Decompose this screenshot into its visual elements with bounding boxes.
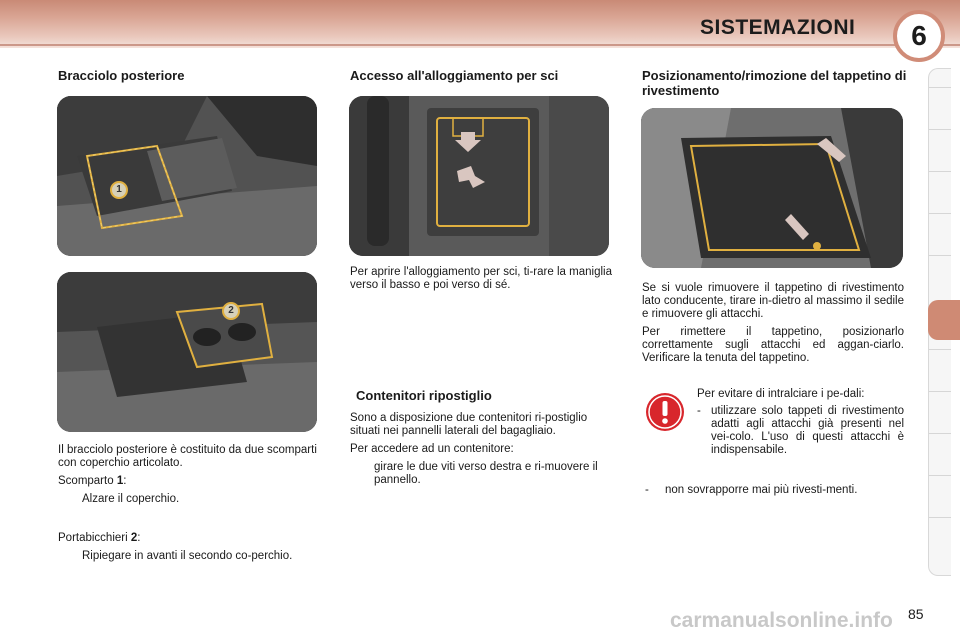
compartment-step: [58, 493, 320, 506]
armrest-heading: Bracciolo posteriore: [58, 68, 185, 83]
storage-heading: Contenitori ripostiglio: [356, 388, 492, 403]
armrest-intro: Il bracciolo posteriore è costituito da due scomparti con coperchio articolato.: [58, 444, 317, 469]
sidebar-tab-divider: [929, 391, 951, 392]
hand-pointer-icon: [58, 550, 82, 563]
page-number: 85: [908, 606, 924, 622]
compartment-line: [58, 475, 320, 488]
hand-pointer-icon: [350, 461, 374, 487]
cupholder-text: [58, 532, 320, 563]
sidebar-tab-divider: [929, 255, 951, 256]
armrest-photo-1-illustration: [57, 96, 317, 256]
ski-access-photo-illustration: [349, 96, 609, 256]
sidebar-tab-divider: [929, 433, 951, 434]
sidebar-active-tab[interactable]: [928, 300, 960, 340]
warning-item-1-text: utilizzare solo tappeti di rivestimento adatti agli attacchi già presenti nel vei-colo. L'uso di questi attacchi è indispensabile.: [711, 405, 904, 456]
mat-text: [642, 282, 904, 370]
warning-item-2: [645, 484, 904, 497]
cupholder-step-text: Ripiegare in avanti il secondo co-perchio.: [82, 550, 293, 562]
armrest-text: [58, 444, 320, 506]
compartment-step-text: Alzare il coperchio.: [82, 493, 180, 505]
storage-intro: Sono a disposizione due contenitori ri-postiglio situati nei pannelli laterali del bagagliaio.: [350, 412, 588, 437]
mat-heading: Posizionamento/rimozione del tappetino di rivestimento: [642, 68, 907, 98]
warning-text: [697, 388, 904, 457]
sidebar-tab-divider: [929, 87, 951, 88]
sidebar-tab-divider: [929, 171, 951, 172]
floor-mat-photo-illustration: [641, 108, 903, 268]
header-divider: [0, 44, 960, 46]
cupholder-label: Portabicchieri: [58, 532, 131, 544]
armrest-photo-2-illustration: [57, 272, 317, 432]
warning-item-1: [697, 405, 904, 457]
callout-1-badge: 1: [110, 181, 128, 199]
sidebar-tab-divider: [929, 129, 951, 130]
ski-access-photo: [349, 96, 609, 256]
cupholder-number: 2: [130, 532, 138, 544]
site-watermark: carmanualsonline.info: [670, 609, 893, 632]
dash-marker: -: [645, 484, 649, 496]
mat-remove-paragraph: Se si vuole rimuovere il tappetino di rivestimento lato conducente, tirare in-dietro al massimo il sedile e rimuovere gli attacchi.: [642, 282, 904, 320]
dash-marker: -: [697, 405, 701, 417]
callout-2-badge: 2: [222, 302, 240, 320]
warning-item-2-row: [645, 484, 904, 497]
armrest-photo-2: [57, 272, 317, 432]
warning-intro: Per evitare di intralciare i pe-dali:: [697, 388, 865, 400]
cupholder-colon: :: [137, 532, 141, 544]
armrest-photo-1: [57, 96, 317, 256]
sidebar-tab-divider: [929, 475, 951, 476]
storage-access: Per accedere ad un contenitore:: [350, 443, 514, 455]
storage-step-text: girare le due viti verso destra e ri-muovere il pannello.: [374, 461, 598, 486]
ski-access-heading: Accesso all'alloggiamento per sci: [350, 68, 559, 83]
mat-refit-paragraph: Per rimettere il tappetino, posizionarlo correttamente sugli attacchi ed aggan-ciarlo. Verificare la tenuta del tappetino.: [642, 326, 904, 364]
warning-item-2-text: non sovrapporre mai più rivesti-menti.: [665, 484, 858, 496]
sidebar-tab-divider: [929, 213, 951, 214]
sidebar-tab-divider: [929, 349, 951, 350]
warning-icon: [645, 392, 685, 432]
compartment-colon: :: [123, 475, 127, 487]
hand-pointer-icon: [58, 493, 82, 506]
compartment-number: 1: [116, 475, 124, 487]
sidebar-tab-divider: [929, 517, 951, 518]
chapter-title: SISTEMAZIONI: [700, 16, 856, 39]
cupholder-line: [58, 532, 320, 545]
chapter-number-badge: 6: [893, 10, 945, 62]
cupholder-step: [58, 550, 320, 563]
compartment-label: Scomparto: [58, 475, 117, 487]
floor-mat-photo: [641, 108, 903, 268]
storage-text: [350, 412, 612, 487]
storage-step: [350, 461, 612, 487]
ski-access-text: Per aprire l'alloggiamento per sci, ti-rare la maniglia verso il basso e poi verso di sé.: [350, 266, 612, 291]
